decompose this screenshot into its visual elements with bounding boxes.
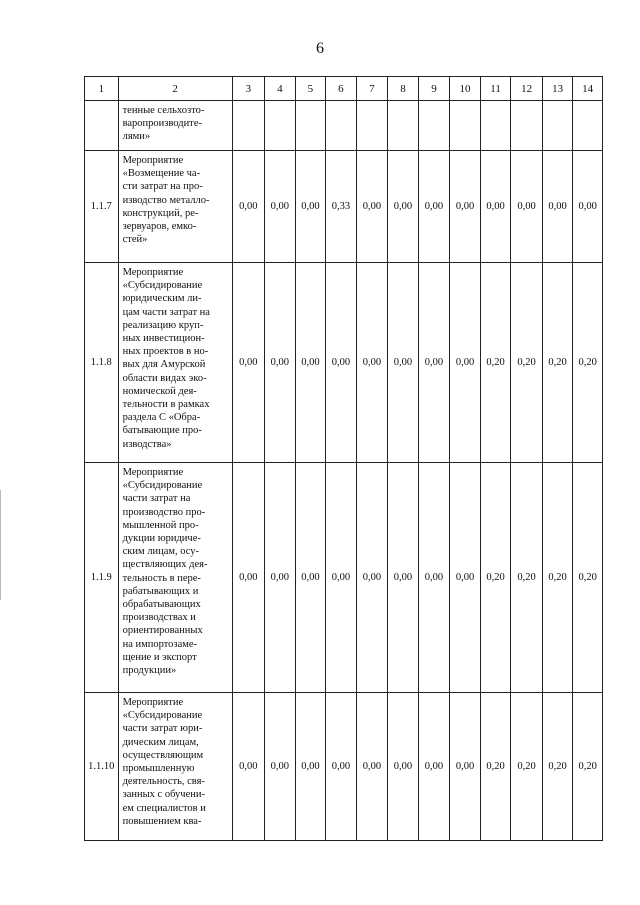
value-cell: 0,00 — [295, 151, 326, 263]
value-cell: 0,00 — [356, 263, 388, 463]
header-cell: 1 — [85, 77, 119, 101]
value-cell: 0,20 — [511, 263, 543, 463]
page-number: 6 — [316, 40, 324, 57]
value-cell: 0,00 — [418, 151, 450, 263]
value-cell — [480, 101, 511, 151]
header-cell: 3 — [232, 77, 265, 101]
value-cell: 0,00 — [326, 463, 357, 693]
header-cell: 8 — [388, 77, 419, 101]
value-cell: 0,00 — [265, 151, 296, 263]
value-cell: 0,00 — [511, 151, 543, 263]
value-cell: 0,00 — [450, 693, 481, 841]
value-cell: 0,00 — [450, 151, 481, 263]
value-cell: 0,00 — [295, 693, 326, 841]
row-description: Мероприятие «Субсидирование юридическим ли- цам части затрат на реализацию круп- ных инвестицион- ных проектов в но- вых для Амурской области видах эко- номической дея- тельности в рамках раздела С «Обра- батывающие про- изводства» — [118, 263, 232, 463]
value-cell: 0,00 — [450, 263, 481, 463]
row-number: 1.1.7 — [85, 151, 119, 263]
value-cell: 0,20 — [542, 463, 573, 693]
header-cell: 10 — [450, 77, 481, 101]
row-description: Мероприятие «Субсидирование части затрат на производство про- мышленной про- дукции юридиче- ским лицам, осу- ществляющих дея- тельность в пере- рабатывающих и обрабатывающих производствах и ориентированных на импортозаме- щение и экспорт продукции» — [118, 463, 232, 693]
value-cell: 0,33 — [326, 151, 357, 263]
value-cell: 0,00 — [356, 151, 388, 263]
value-cell: 0,00 — [418, 263, 450, 463]
value-cell: 0,00 — [232, 263, 265, 463]
table-row — [85, 693, 603, 841]
row-number: 1.1.10 — [85, 693, 119, 841]
row-description: Мероприятие «Субсидирование части затрат юри- дическим лицам, осуществляющим промышленную деятельность, свя- занных с обучени- ем специалистов и повышением ква- — [118, 693, 232, 841]
value-cell: 0,00 — [265, 693, 296, 841]
value-cell: 0,20 — [480, 263, 511, 463]
header-cell: 5 — [295, 77, 326, 101]
header-cell: 12 — [511, 77, 543, 101]
value-cell: 0,20 — [511, 463, 543, 693]
value-cell: 0,20 — [573, 263, 603, 463]
value-cell: 0,00 — [388, 693, 419, 841]
value-cell: 0,00 — [388, 263, 419, 463]
value-cell: 0,20 — [480, 463, 511, 693]
value-cell: 0,00 — [295, 463, 326, 693]
value-cell: 0,00 — [232, 463, 265, 693]
value-cell: 0,00 — [573, 151, 603, 263]
data-table — [84, 76, 603, 841]
value-cell: 0,00 — [388, 151, 419, 263]
header-row — [85, 77, 603, 101]
value-cell: 0,00 — [480, 151, 511, 263]
value-cell: 0,00 — [356, 693, 388, 841]
value-cell: 0,20 — [480, 693, 511, 841]
value-cell — [295, 101, 326, 151]
row-description: Мероприятие «Возмещение ча- сти затрат на про- изводство металло- конструкций, ре- зервуаров, емко- стей» — [118, 151, 232, 263]
value-cell: 0,00 — [418, 693, 450, 841]
row-number: 1.1.9 — [85, 463, 119, 693]
table-row — [85, 463, 603, 693]
header-cell: 14 — [573, 77, 603, 101]
value-cell: 0,20 — [573, 693, 603, 841]
value-cell: 0,20 — [542, 693, 573, 841]
value-cell — [232, 101, 265, 151]
table-row — [85, 263, 603, 463]
value-cell — [450, 101, 481, 151]
row-number — [85, 101, 119, 151]
header-cell: 4 — [265, 77, 296, 101]
value-cell — [511, 101, 543, 151]
row-number: 1.1.8 — [85, 263, 119, 463]
header-cell: 9 — [418, 77, 450, 101]
value-cell — [573, 101, 603, 151]
value-cell — [356, 101, 388, 151]
table-row — [85, 151, 603, 263]
value-cell: 0,20 — [573, 463, 603, 693]
margin-rule — [0, 490, 1, 600]
value-cell: 0,00 — [265, 463, 296, 693]
header-cell: 7 — [356, 77, 388, 101]
header-cell: 2 — [118, 77, 232, 101]
value-cell: 0,00 — [232, 693, 265, 841]
value-cell — [542, 101, 573, 151]
value-cell — [418, 101, 450, 151]
value-cell: 0,00 — [388, 463, 419, 693]
value-cell — [388, 101, 419, 151]
value-cell: 0,00 — [265, 263, 296, 463]
value-cell: 0,20 — [542, 263, 573, 463]
table-row — [85, 101, 603, 151]
row-description: тенные сельхозто- варопроизводите- лями» — [118, 101, 232, 151]
header-cell: 6 — [326, 77, 357, 101]
value-cell: 0,00 — [295, 263, 326, 463]
value-cell: 0,00 — [542, 151, 573, 263]
value-cell: 0,20 — [511, 693, 543, 841]
value-cell: 0,00 — [326, 263, 357, 463]
value-cell: 0,00 — [232, 151, 265, 263]
header-cell: 13 — [542, 77, 573, 101]
header-cell: 11 — [480, 77, 511, 101]
value-cell — [326, 101, 357, 151]
value-cell: 0,00 — [450, 463, 481, 693]
value-cell: 0,00 — [356, 463, 388, 693]
value-cell: 0,00 — [418, 463, 450, 693]
value-cell: 0,00 — [326, 693, 357, 841]
value-cell — [265, 101, 296, 151]
